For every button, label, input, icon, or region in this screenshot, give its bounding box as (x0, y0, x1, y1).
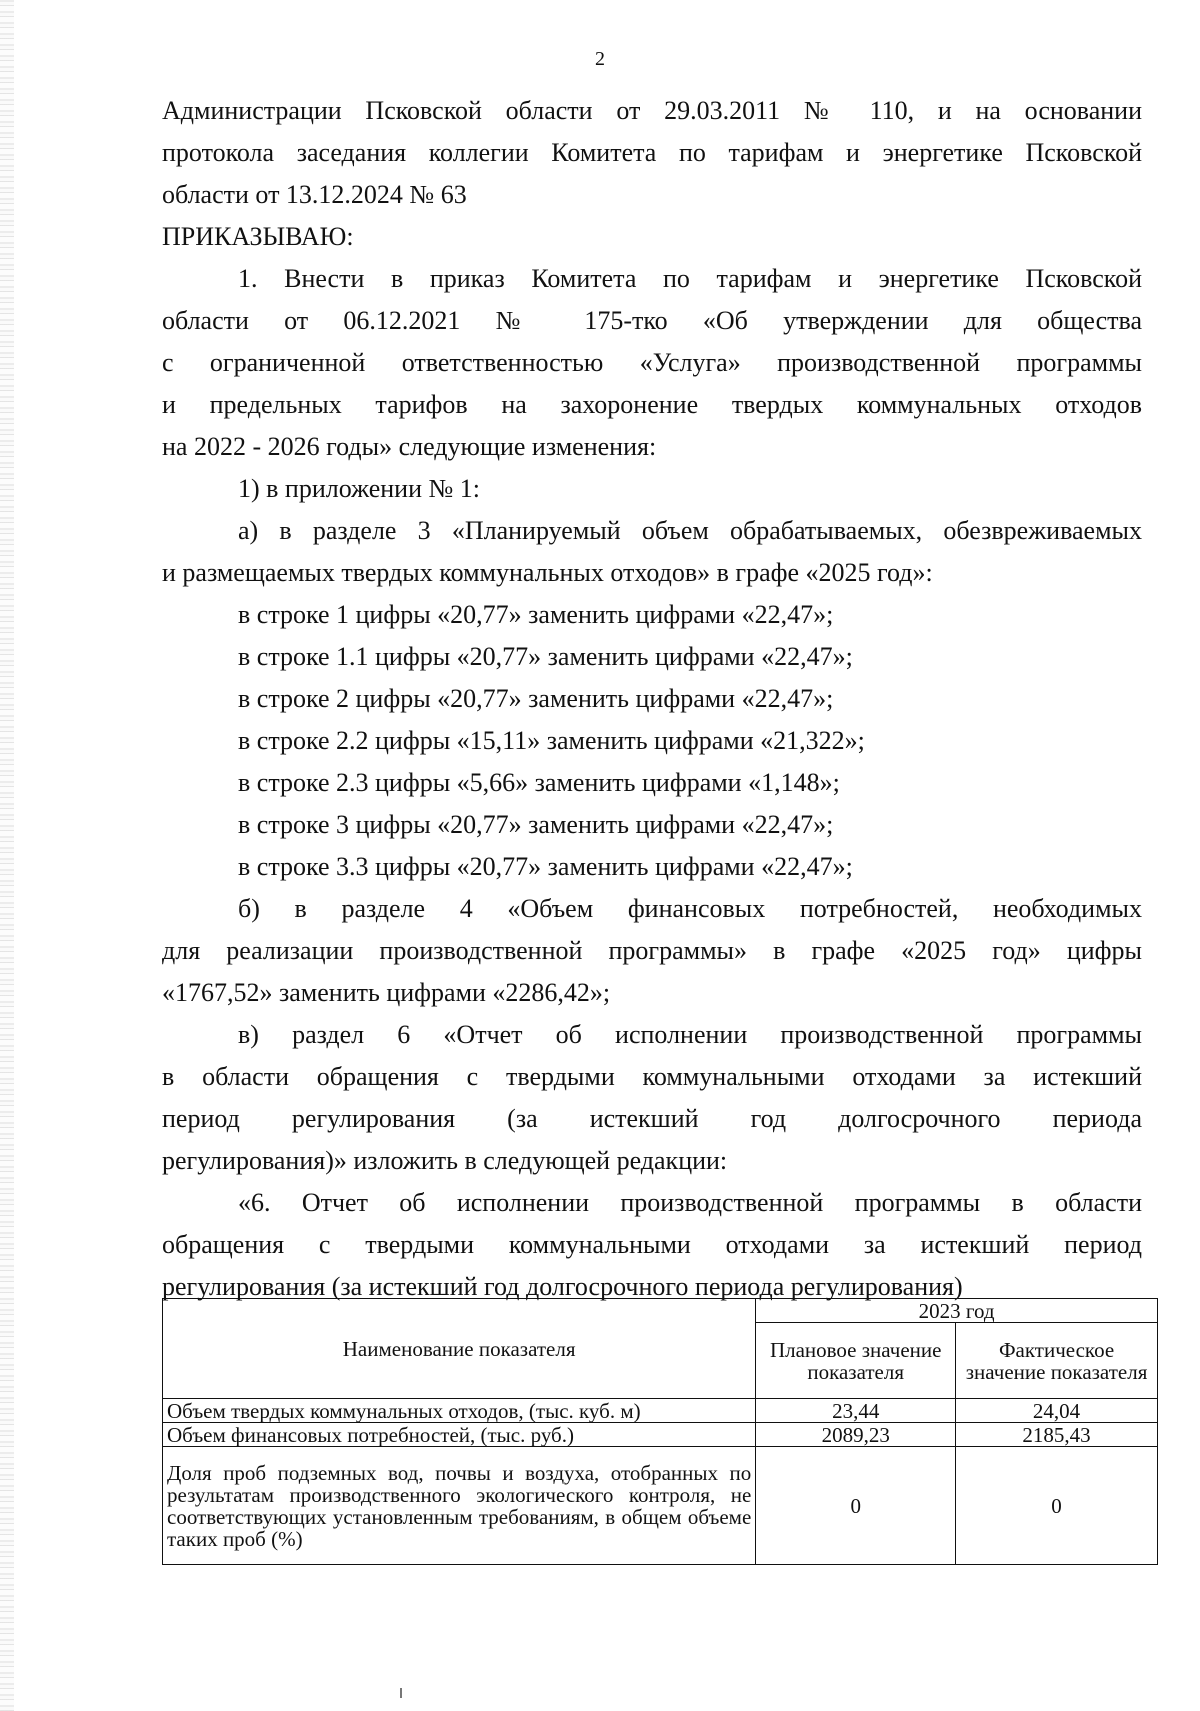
scan-edge (0, 0, 14, 1711)
text-line: в строке 1.1 цифры «20,77» заменить цифрами «22,47»; (238, 642, 853, 671)
row-name: Объем твердых коммунальных отходов, (тыс. куб. м) (163, 1399, 756, 1423)
text-line: в строке 2.3 цифры «5,66» заменить цифрами «1,148»; (238, 768, 840, 797)
text-line: 1) в приложении № 1: (238, 474, 481, 503)
table-row (163, 1423, 1158, 1447)
text-line: «1767,52» заменить цифрами «2286,42»; (162, 978, 611, 1007)
text-line: регулирования (за истекший год долгосрочного периода регулирования) (162, 1272, 963, 1301)
year-header: 2023 год (756, 1299, 1158, 1323)
text-line: б) в разделе 4 «Объем финансовых потребностей, необходимых (238, 894, 1142, 923)
row-plan: 2089,23 (756, 1423, 956, 1447)
text-line: в строке 3 цифры «20,77» заменить цифрами «22,47»; (238, 810, 834, 839)
text-line: и предельных тарифов на захоронение твердых коммунальных отходов (162, 390, 1142, 419)
text-line: для реализации производственной программы» в графе «2025 год» цифры (162, 936, 1142, 965)
text-line: с ограниченной ответственностью «Услуга» производственной программы (162, 348, 1142, 377)
row-name: Объем финансовых потребностей, (тыс. руб.) (163, 1423, 756, 1447)
text-line: на 2022 - 2026 годы» следующие изменения: (162, 432, 657, 461)
row-fact: 2185,43 (956, 1423, 1158, 1447)
scan-mark (400, 1688, 402, 1698)
text-line: протокола заседания коллегии Комитета по тарифам и энергетике Псковской (162, 138, 1142, 167)
row-plan: 0 (756, 1447, 956, 1565)
text-line: «6. Отчет об исполнении производственной программы в области (238, 1188, 1142, 1217)
text-line: области от 13.12.2024 № 63 (162, 180, 467, 209)
page-number: 2 (595, 48, 605, 70)
text-line: в области обращения с твердыми коммунальными отходами за истекший (162, 1062, 1142, 1091)
text-line: регулирования)» изложить в следующей редакции: (162, 1146, 728, 1175)
text-line: области от 06.12.2021 № 175-тко «Об утверждении для общества (162, 306, 1142, 335)
table-row (163, 1447, 1158, 1565)
text-line: обращения с твердыми коммунальными отходами за истекший период (162, 1230, 1142, 1259)
text-line: 1. Внести в приказ Комитета по тарифам и энергетике Псковской (238, 264, 1142, 293)
text-line: в строке 1 цифры «20,77» заменить цифрами «22,47»; (238, 600, 834, 629)
text-line: в) раздел 6 «Отчет об исполнении производственной программы (238, 1020, 1142, 1049)
fact-value-header: Фактическое значение показателя (956, 1323, 1158, 1399)
report-table (162, 1298, 1158, 1565)
table-row (163, 1399, 1158, 1423)
text-line: Администрации Псковской области от 29.03.2011 № 110, и на основании (162, 96, 1142, 125)
text-line: в строке 3.3 цифры «20,77» заменить цифрами «22,47»; (238, 852, 853, 881)
text-line: и размещаемых твердых коммунальных отходов» в графе «2025 год»: (162, 558, 933, 587)
row-fact: 0 (956, 1447, 1158, 1565)
order-heading: ПРИКАЗЫВАЮ: (162, 222, 354, 251)
row-name: Доля проб подземных вод, почвы и воздуха, отобранных по результатам производственного экологического контроля, не соответствующих установленным требованиям, в общем объеме таких проб (%) (163, 1447, 756, 1565)
row-plan: 23,44 (756, 1399, 956, 1423)
text-line: в строке 2 цифры «20,77» заменить цифрами «22,47»; (238, 684, 834, 713)
text-line: в строке 2.2 цифры «15,11» заменить цифрами «21,322»; (238, 726, 865, 755)
plan-value-header: Плановое значение показателя (756, 1323, 956, 1399)
text-line: а) в разделе 3 «Планируемый объем обрабатываемых, обезвреживаемых (238, 516, 1142, 545)
row-fact: 24,04 (956, 1399, 1158, 1423)
indicator-name-header: Наименование показателя (163, 1299, 756, 1399)
text-line: период регулирования (за истекший год долгосрочного периода (162, 1104, 1142, 1133)
